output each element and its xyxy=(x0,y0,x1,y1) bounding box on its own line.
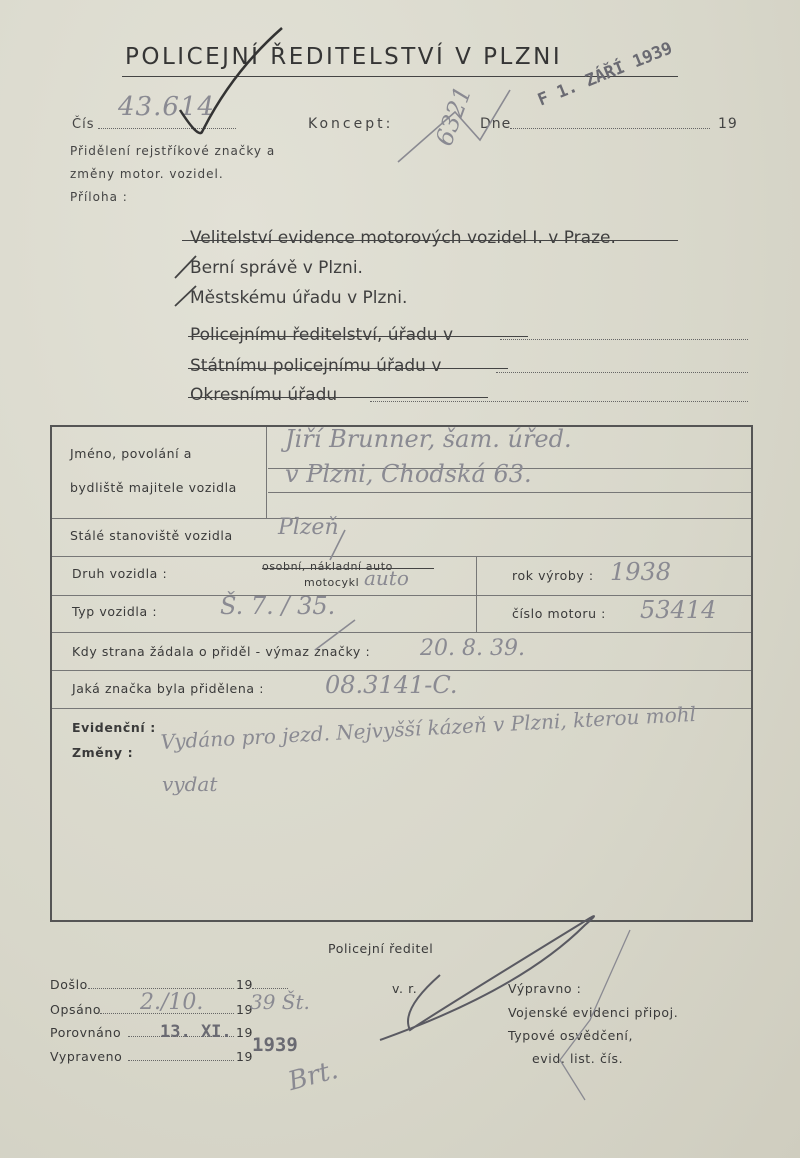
dotline-policejni xyxy=(500,339,748,340)
vr-label: v. r. xyxy=(392,981,418,996)
opsano-value: 2./10. xyxy=(140,990,204,1015)
dotline-okresni xyxy=(370,401,748,402)
kind-label: Druh vozidla : xyxy=(72,566,168,581)
reference-handwritten: 6321 xyxy=(430,82,478,150)
plate-label: Jaká značka byla přidělena : xyxy=(72,681,265,696)
vypraveno-year-prefix: 19 xyxy=(236,1049,254,1064)
dne-label: Dne xyxy=(480,116,512,132)
vypraveno-stamp: 1939 xyxy=(252,1034,298,1056)
kind-column-divider xyxy=(476,556,477,632)
strike-velitelstvi xyxy=(182,240,678,241)
kind-options-1: osobní, nákladní auto xyxy=(262,560,393,573)
request-label: Kdy strana žádala o přiděl - výmaz značky : xyxy=(72,644,371,659)
type-value: Š. 7. / 35. xyxy=(220,592,336,620)
engine-value: 53414 xyxy=(640,596,717,624)
typove-osvedceni-label: Typové osvědčení, xyxy=(508,1028,634,1043)
plate-value: 08.3141-C. xyxy=(325,671,458,699)
cis-value: 43.614 xyxy=(118,92,215,122)
priloha-label: Příloha : xyxy=(70,190,128,204)
evid-label: Evidenční : xyxy=(72,720,156,735)
signature-stroke xyxy=(380,916,594,1040)
initials-signature: Brt. xyxy=(285,1054,342,1097)
strike-statni xyxy=(188,368,508,369)
owner-value-2: v Plzni, Chodská 63. xyxy=(285,460,532,488)
recipient-mestsky-urad: Městskému úřadu v Plzni. xyxy=(190,288,408,308)
owner-column-divider xyxy=(266,427,267,518)
date-stamp: F 1. ZÁŘÍ 1939 xyxy=(535,38,676,111)
type-label: Typ vozidla : xyxy=(72,604,158,619)
opsano-year: 39 Št. xyxy=(250,990,310,1014)
vojenske-evidence-label: Vojenské evidenci připoj. xyxy=(508,1005,679,1020)
recipient-velitelstvi: Velitelství evidence motorových vozidel I. v Praze. xyxy=(190,228,616,248)
recipient-okresni-urad: Okresnímu úřadu xyxy=(190,385,338,405)
owner-label-2: bydliště majitele vozidla xyxy=(70,480,237,495)
subject-line-1: Přidělení rejstříkové značky a xyxy=(70,144,276,158)
year-value: 1938 xyxy=(610,558,672,586)
doslo-label: Došlo xyxy=(50,977,88,992)
stand-label: Stálé stanoviště vozidla xyxy=(70,528,233,543)
request-value: 20. 8. 39. xyxy=(420,636,525,661)
porovnano-stamp: 13. XI. xyxy=(160,1022,232,1042)
kind-value: auto xyxy=(364,566,409,590)
owner-midline xyxy=(268,492,751,493)
changes-value-1: Vydáno pro jezd. Nejvyšší kázeň v Plzni, kterou mohl xyxy=(160,701,697,754)
vypraveno-label: Vypraveno xyxy=(50,1049,123,1064)
strike-okresni xyxy=(188,397,488,398)
changes-label: Změny : xyxy=(72,745,134,760)
opsano-label: Opsáno xyxy=(50,1002,102,1017)
porovnano-label: Porovnáno xyxy=(50,1025,122,1040)
dne-dotline xyxy=(510,128,710,129)
form-row-divider xyxy=(52,632,751,633)
vypravno-label: Výpravno : xyxy=(508,981,582,996)
subject-line-2: změny motor. vozidel. xyxy=(70,167,224,181)
form-row-divider xyxy=(52,556,751,557)
koncept-label: Koncept: xyxy=(308,116,394,132)
page-title: POLICEJNÍ ŘEDITELSTVÍ V PLZNI xyxy=(125,44,563,70)
strike-policejni xyxy=(188,336,528,337)
evid-list-label: evid. list. čís. xyxy=(532,1051,624,1066)
stand-value: Plzeň xyxy=(278,515,339,540)
recipient-policejni-reditelstvi: Policejnímu ředitelství, úřadu v xyxy=(190,325,454,345)
owner-label-1: Jméno, povolání a xyxy=(70,446,193,461)
vypraveno-dotline xyxy=(128,1060,234,1061)
opsano-year-prefix: 19 xyxy=(236,1002,254,1017)
changes-value-2: vydat xyxy=(162,772,218,796)
recipient-statni-policejni: Státnímu policejnímu úřadu v xyxy=(190,356,442,376)
director-label: Policejní ředitel xyxy=(328,941,434,956)
kind-options-2: motocykl xyxy=(304,576,360,589)
doslo-dotline xyxy=(88,988,234,989)
cis-label: Čís xyxy=(72,117,95,132)
engine-label: číslo motoru : xyxy=(512,606,606,621)
dne-year-prefix: 19 xyxy=(718,116,738,132)
form-row-divider xyxy=(52,518,751,519)
doslo-year-dotline xyxy=(252,988,288,989)
recipient-berni-sprava: Berní správě v Plzni. xyxy=(190,258,363,278)
owner-value-1: Jiří Brunner, šam. úřed. xyxy=(285,425,572,453)
year-label: rok výroby : xyxy=(512,568,594,583)
dotline-statni xyxy=(496,372,748,373)
porovnano-year-prefix: 19 xyxy=(236,1025,254,1040)
cis-dotline xyxy=(98,128,236,129)
doslo-year: 19 xyxy=(236,977,254,992)
